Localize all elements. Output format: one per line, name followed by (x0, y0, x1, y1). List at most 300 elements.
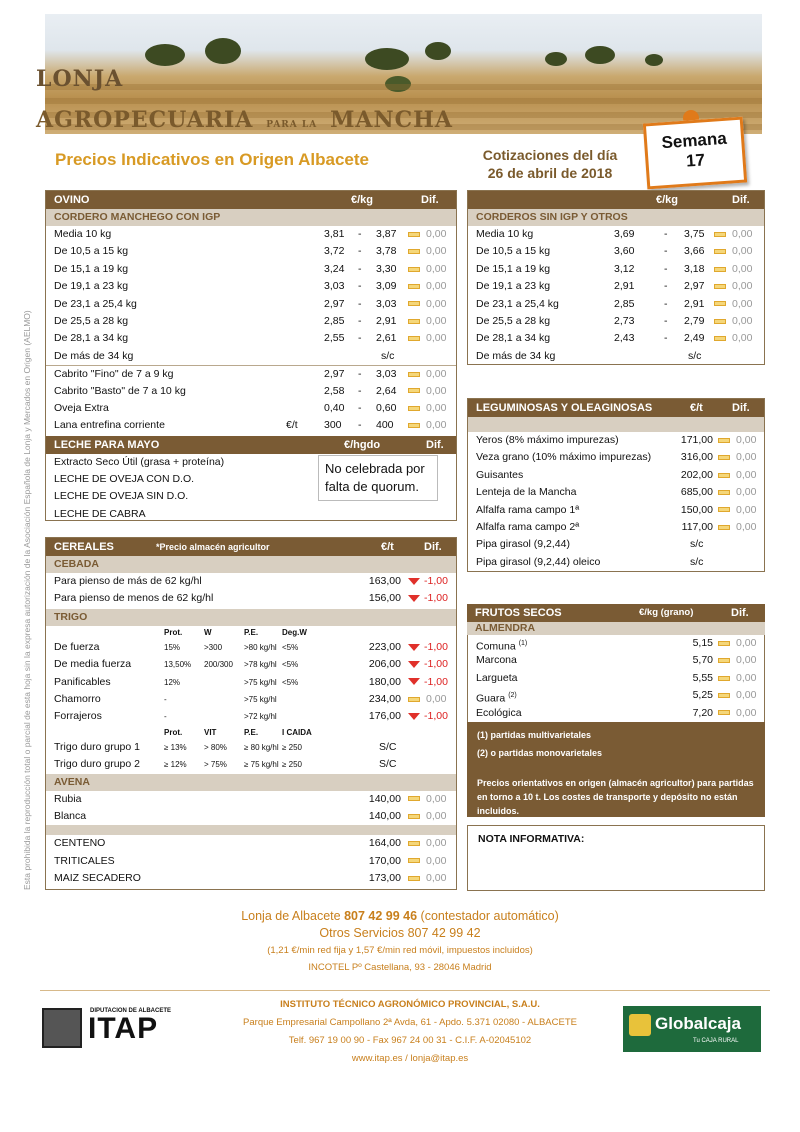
no-change-icon (714, 336, 726, 341)
column-header: VIT (204, 727, 217, 737)
max-value: 2,49 (684, 332, 705, 345)
dif-value: 0,00 (426, 837, 447, 850)
row-label: Para pienso de más de 62 kg/hl (54, 575, 202, 587)
table-row (46, 791, 456, 808)
spec-value: >80 kg/hl (244, 642, 277, 652)
table-row (46, 573, 456, 590)
row-label: Oveja Extra (54, 401, 109, 414)
trigo-columns (46, 626, 456, 639)
dif-value: -1,00 (424, 640, 448, 653)
table-row: De más de 34 kg s/c (54, 349, 395, 362)
dif-value: 0,00 (736, 689, 757, 702)
corderos-subheader: CORDEROS SIN IGP Y OTROS (468, 209, 764, 226)
dif-value: -1,00 (424, 592, 448, 605)
max-value: 400 (376, 419, 394, 432)
footer-divider (40, 990, 770, 991)
table-row (468, 484, 764, 501)
dif-cell (718, 687, 756, 704)
row-label: CENTENO (54, 837, 106, 850)
dif-cell (408, 656, 448, 673)
dif-value: 0,00 (426, 854, 447, 867)
min-value: 2,91 (614, 280, 635, 293)
dif-cell (408, 383, 446, 400)
max-value: 3,03 (376, 368, 397, 381)
spec-value: - (164, 712, 167, 722)
dif-value: 0,00 (736, 520, 757, 533)
max-value: 2,97 (684, 280, 705, 293)
no-change-icon (408, 858, 420, 863)
price-value: 234,00 (368, 692, 401, 705)
spacer (468, 417, 764, 432)
itap-logo: DIPUTACION DE ALBACETE ITAP (42, 1008, 202, 1050)
dif-value: 0,00 (426, 872, 447, 885)
table-row (468, 330, 764, 347)
dif-cell (408, 590, 448, 607)
row-label: Pipa girasol (9,2,44) oleico (476, 555, 601, 568)
dif-value: -1,00 (424, 675, 448, 688)
spec-value: >72 kg/hl (244, 712, 277, 722)
spec-value: ≥ 250 (282, 742, 302, 752)
table-row (468, 652, 764, 669)
table-row (46, 330, 456, 347)
dif-cell (408, 691, 446, 708)
price-value: 202,00 (680, 468, 713, 481)
price-value: S/C (379, 740, 397, 753)
dif-value: 0,00 (736, 671, 757, 684)
column-header: Prot. (164, 627, 183, 637)
price-value: 171,00 (680, 434, 713, 446)
dash: - (358, 384, 362, 397)
dif-value: 0,00 (426, 792, 447, 805)
table-row (46, 691, 456, 708)
spec-value: ≥ 13% (164, 742, 187, 752)
max-value: 3,09 (376, 280, 397, 293)
table-row (46, 674, 456, 691)
dif-value: 0,00 (426, 280, 447, 293)
min-value: 300 (324, 419, 342, 432)
row-label: Para pienso de menos de 62 kg/hl (54, 592, 214, 605)
unit-label: €/t (286, 419, 298, 432)
dash: - (358, 419, 362, 432)
min-value: 3,03 (324, 280, 345, 293)
row-label: Yeros (8% máximo impurezas) (476, 434, 619, 446)
cebada-subheader: CEBADA (46, 556, 456, 573)
price-value: 156,00 (368, 592, 401, 605)
table-row (46, 261, 456, 278)
row-label: Veza grano (10% máximo impurezas) (476, 451, 652, 464)
dif-cell (408, 313, 446, 330)
dash: - (664, 314, 668, 327)
dash: - (358, 245, 362, 258)
column-header: Prot. (164, 727, 183, 737)
min-value: 3,24 (324, 262, 345, 275)
arrow-down-icon (408, 595, 420, 602)
no-change-icon (718, 710, 730, 715)
dash: - (358, 368, 362, 381)
price-value: 685,00 (680, 486, 713, 499)
no-change-icon (408, 841, 420, 846)
table-row (468, 243, 764, 260)
no-change-icon (408, 249, 420, 254)
max-value: 0,60 (376, 401, 397, 414)
price-value: 164,00 (368, 837, 401, 850)
price-value: 316,00 (680, 451, 713, 464)
dif-cell (714, 313, 752, 330)
page-subtitle: Precios Indicativos en Origen Albacete (55, 150, 369, 169)
dif-value: 0,00 (426, 419, 447, 432)
table-row (46, 808, 456, 825)
table-row: LECHE DE CABRA (54, 507, 146, 520)
dash: - (664, 245, 668, 258)
arrow-down-icon (408, 661, 420, 668)
dash: - (358, 262, 362, 275)
dash: - (664, 280, 668, 293)
table-row (468, 278, 764, 295)
dif-cell (408, 674, 448, 691)
no-change-icon (408, 284, 420, 289)
dif-cell (408, 417, 446, 434)
no-change-icon (714, 284, 726, 289)
table-row (46, 835, 456, 852)
no-change-icon (718, 641, 730, 646)
table-row (468, 705, 764, 722)
table-row: Extracto Seco Útil (grasa + proteína) (54, 455, 225, 468)
cereales-header: CEREALES *Precio almacén agricultor €/t Dif. (46, 538, 456, 556)
dif-value: 0,00 (736, 434, 757, 446)
table-row (46, 853, 456, 870)
dif-cell (718, 652, 756, 669)
max-value: 3,87 (376, 228, 397, 240)
spec-value: ≥ 12% (164, 760, 187, 770)
no-change-icon (408, 388, 420, 393)
price-value: 5,25 (692, 689, 713, 702)
no-change-icon (408, 319, 420, 324)
dif-value: 0,00 (426, 297, 447, 310)
table-row (46, 313, 456, 330)
dif-cell (408, 791, 446, 808)
max-value: 3,75 (684, 228, 705, 240)
spec-value: >300 (204, 642, 223, 652)
table-row (468, 502, 764, 519)
globalcaja-icon (629, 1014, 651, 1036)
no-change-icon (714, 319, 726, 324)
table-row (468, 261, 764, 278)
row-label: Media 10 kg (54, 228, 112, 240)
dif-cell (408, 400, 446, 417)
min-value: 3,69 (614, 228, 635, 240)
leche-header: LECHE PARA MAYO €/hgdo Dif. (46, 436, 456, 454)
row-label: Panificables (54, 675, 111, 688)
dif-value: 0,00 (426, 332, 447, 345)
table-row (46, 590, 456, 607)
table-row (46, 365, 456, 382)
dash: - (358, 314, 362, 327)
row-label: Blanca (54, 809, 87, 822)
dif-value: 0,00 (732, 314, 753, 327)
row-label: De 28,1 a 34 kg (476, 332, 551, 345)
dif-cell (408, 243, 446, 260)
max-value: 2,91 (684, 297, 705, 310)
dif-value: -1,00 (424, 658, 448, 671)
min-value: 3,81 (324, 228, 345, 240)
no-change-icon (408, 876, 420, 881)
price-value: 206,00 (368, 658, 401, 671)
dif-value: 0,00 (732, 262, 753, 275)
dif-value: 0,00 (732, 245, 753, 258)
dif-cell (408, 261, 446, 278)
no-change-icon (408, 301, 420, 306)
min-value: 2,97 (324, 368, 345, 381)
no-change-icon (408, 232, 420, 237)
copyright-side-text: Esta prohibida la reproducción total o parcial de esta hoja sin la expresa autorización de la Asociación Española de Lonja y Mercados en Origen (AELMO) (22, 310, 32, 890)
spec-value: <5% (282, 677, 299, 687)
min-value: 2,43 (614, 332, 635, 345)
leguminosas-table (467, 398, 765, 572)
row-label: De 19,1 a 23 kg (476, 280, 551, 293)
corderos-table (467, 190, 765, 365)
row-label: De media fuerza (54, 658, 132, 671)
dif-cell (408, 639, 448, 656)
table-row (46, 417, 456, 434)
max-value: 3,18 (684, 262, 705, 275)
spec-value: <5% (282, 642, 299, 652)
price-value: s/c (690, 538, 704, 551)
dif-cell (718, 519, 756, 536)
logo-line-1: LONJA (36, 66, 124, 92)
column-header: Deg.W (282, 627, 307, 637)
max-value: 3,30 (376, 262, 397, 275)
spec-value: ≥ 250 (282, 760, 302, 770)
dif-cell (408, 708, 448, 725)
dif-cell (408, 330, 446, 347)
row-label: De fuerza (54, 640, 100, 653)
table-row (468, 536, 764, 553)
max-value: 2,61 (376, 332, 397, 345)
spec-value: <5% (282, 660, 299, 670)
row-label: De 25,5 a 28 kg (476, 314, 551, 327)
no-celebrada-note: No celebrada por falta de quorum. (318, 455, 438, 501)
cereales-table (45, 537, 457, 890)
dif-cell (408, 835, 446, 852)
dif-cell (408, 870, 446, 887)
min-value: 3,12 (614, 262, 635, 275)
row-label: De 10,5 a 15 kg (476, 245, 551, 258)
spec-value: > 75% (204, 760, 227, 770)
max-value: 2,79 (684, 314, 705, 327)
dif-cell (718, 670, 756, 687)
table-row (468, 313, 764, 330)
spec-value: > 80% (204, 742, 227, 752)
row-label: Pipa girasol (9,2,44) (476, 538, 570, 551)
table-row (468, 554, 764, 571)
dif-value: 0,00 (736, 451, 757, 464)
no-change-icon (408, 796, 420, 801)
dif-cell (718, 502, 756, 519)
row-label: Marcona (476, 654, 517, 667)
ovino-header: OVINO €/kg Dif. (46, 191, 456, 209)
max-value: 2,64 (376, 384, 397, 397)
dif-cell (408, 226, 446, 243)
table-row (46, 708, 456, 725)
dif-cell (408, 573, 448, 590)
row-label: Guara (476, 692, 506, 705)
max-value: 3,03 (376, 297, 397, 310)
row-label: Chamorro (54, 692, 101, 705)
no-change-icon (718, 676, 730, 681)
no-change-icon (718, 473, 730, 478)
table-row (468, 687, 764, 704)
row-label: Ecológica (476, 706, 522, 719)
dif-cell (714, 296, 752, 313)
price-value: 140,00 (368, 792, 401, 805)
dif-cell (718, 484, 756, 501)
spec-value: >78 kg/hl (244, 660, 277, 670)
row-label: Comuna (476, 640, 516, 653)
no-change-icon (408, 423, 420, 428)
dif-value: 0,00 (736, 468, 757, 481)
frutos-header: FRUTOS SECOS €/kg (grano) Dif. (467, 604, 765, 622)
dif-value: 0,00 (426, 692, 447, 705)
row-label: Lana entrefina corriente (54, 419, 165, 432)
table-row (46, 639, 456, 656)
trigo-subheader: TRIGO (46, 609, 456, 626)
spec-value: 200/300 (204, 660, 233, 670)
column-header: W (204, 627, 212, 637)
row-label: Alfalfa rama campo 1ª (476, 503, 580, 516)
spacer (46, 825, 456, 835)
footnote-mark: (2) (508, 692, 517, 700)
dash: - (664, 228, 668, 240)
dif-value: 0,00 (426, 314, 447, 327)
dif-value: 0,00 (736, 637, 757, 649)
dif-cell (408, 296, 446, 313)
dif-value: 0,00 (736, 503, 757, 516)
row-label: De 23,1 a 25,4 kg (476, 297, 559, 310)
dif-value: 0,00 (426, 262, 447, 275)
row-label: De 28,1 a 34 kg (54, 332, 129, 345)
price-value: 173,00 (368, 872, 401, 885)
dif-value: 0,00 (736, 486, 757, 499)
table-row: LECHE DE OVEJA SIN D.O. (54, 490, 189, 503)
dif-cell (714, 261, 752, 278)
row-label: De 10,5 a 15 kg (54, 245, 129, 258)
dash: - (664, 262, 668, 275)
row-label: Rubia (54, 792, 82, 805)
no-change-icon (408, 267, 420, 272)
min-value: 2,73 (614, 314, 635, 327)
row-label: De 23,1 a 25,4 kg (54, 297, 137, 310)
table-row (46, 243, 456, 260)
table-row (46, 870, 456, 887)
spec-value: >75 kg/hl (244, 677, 277, 687)
row-label: TRITICALES (54, 854, 115, 867)
min-value: 3,60 (614, 245, 635, 258)
price-value: 180,00 (368, 675, 401, 688)
dif-value: 0,00 (426, 245, 447, 258)
spec-value: ≥ 80 kg/hl (244, 742, 279, 752)
cotizaciones-date: Cotizaciones del día 26 de abril de 2018 (482, 147, 618, 181)
nota-informativa-box: NOTA INFORMATIVA: (467, 825, 765, 891)
dash: - (358, 280, 362, 293)
globalcaja-logo: Globalcaja Tu CAJA RURAL (623, 1006, 761, 1052)
no-change-icon (714, 232, 726, 237)
min-value: 2,97 (324, 297, 345, 310)
column-header: I CAIDA (282, 727, 312, 737)
table-row (46, 756, 456, 773)
dif-cell (718, 705, 756, 722)
column-header: P.E. (244, 627, 259, 637)
corderos-header: €/kg Dif. (468, 191, 764, 209)
row-label: De 19,1 a 23 kg (54, 280, 129, 293)
dif-value: 0,00 (732, 332, 753, 345)
row-label: Largueta (476, 671, 518, 684)
row-label: Trigo duro grupo 1 (54, 740, 140, 753)
price-value: s/c (690, 555, 704, 568)
dif-cell (718, 635, 756, 652)
dif-value: 0,00 (426, 228, 447, 240)
dif-cell (714, 226, 752, 243)
table-row (468, 226, 764, 243)
frutos-table (467, 604, 765, 824)
dash: - (664, 297, 668, 310)
row-label: Trigo duro grupo 2 (54, 758, 140, 771)
row-label: De 15,1 a 19 kg (54, 262, 129, 275)
no-change-icon (718, 525, 730, 530)
price-value: 7,20 (692, 706, 713, 719)
ovino-table (45, 190, 457, 521)
table-row (46, 656, 456, 673)
table-row (468, 449, 764, 466)
table-row (46, 296, 456, 313)
no-change-icon (408, 814, 420, 819)
table-row (468, 432, 764, 449)
spec-value: >75 kg/hl (244, 694, 277, 704)
table-row (468, 670, 764, 687)
arrow-down-icon (408, 644, 420, 651)
min-value: 2,55 (324, 332, 345, 345)
table-row (46, 226, 456, 243)
price-value: 117,00 (681, 520, 713, 533)
table-row (468, 635, 764, 652)
spec-value: 12% (164, 677, 181, 687)
dif-cell (408, 366, 446, 383)
footnote-mark: (1) (518, 640, 528, 647)
table-row (468, 467, 764, 484)
dash: - (358, 332, 362, 345)
dif-value: 0,00 (426, 368, 447, 381)
almendra-subheader: ALMENDRA (467, 622, 765, 635)
no-change-icon (408, 336, 420, 341)
lonja-contact: Lonja de Albacete 807 42 99 46 (contestador automático) Otros Servicios 807 42 99 42 (1,21 €/min red fija y 1,57 €/min red móvil, impuestos incluidos) INCOTEL Pº Castellana, 93 - 28046 Madrid (241, 909, 559, 973)
price-value: 176,00 (368, 710, 401, 723)
no-change-icon (718, 438, 730, 443)
price-value: 150,00 (680, 503, 713, 516)
table-row (468, 296, 764, 313)
avena-subheader: AVENA (46, 774, 456, 791)
dif-value: -1,00 (424, 710, 448, 723)
max-value: 3,78 (376, 245, 397, 258)
dif-value: 0,00 (732, 297, 753, 310)
row-label: Cabrito "Fino" de 7 a 9 kg (54, 368, 174, 381)
spec-value: 13,50% (164, 660, 192, 670)
row-label: MAIZ SECADERO (54, 872, 141, 885)
price-value: S/C (379, 758, 397, 771)
dash: - (664, 332, 668, 345)
no-change-icon (714, 301, 726, 306)
row-label: Guisantes (476, 468, 524, 481)
dif-value: 0,00 (426, 401, 447, 414)
min-value: 3,72 (324, 245, 345, 258)
